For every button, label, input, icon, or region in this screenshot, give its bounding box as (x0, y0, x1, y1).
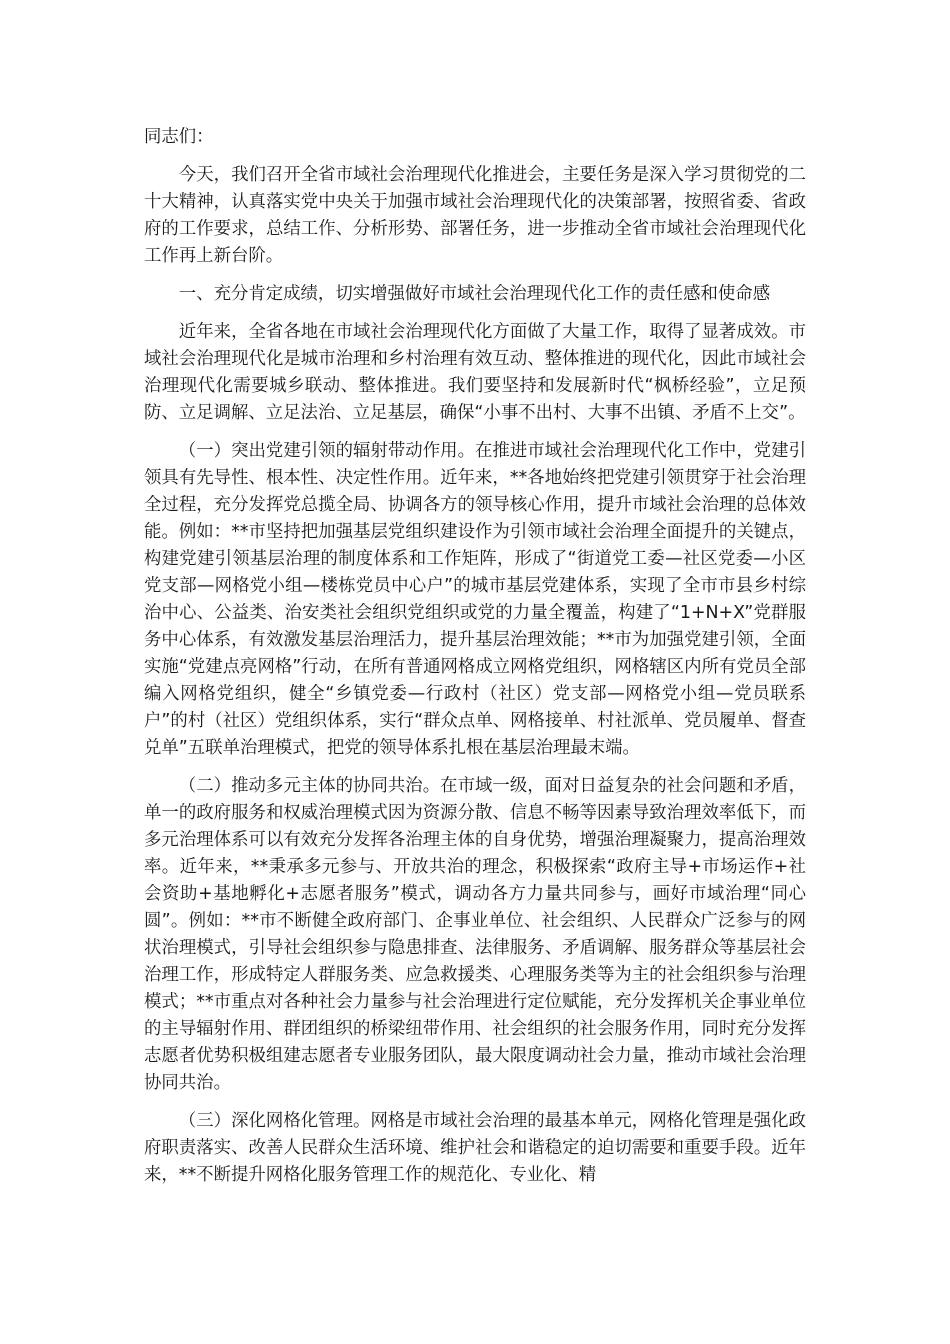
document-page (144, 124, 806, 1200)
section-heading-1: 一、充分肯定成绩，切实增强做好市域社会治理现代化工作的责任感和使命感 (178, 284, 771, 304)
paragraph-achievements: 近年来，全省各地在市域社会治理现代化方面做了大量工作，取得了显著成效。市域社会治理现代化是城市治理和乡村治理有效互动、整体推进的现代化，因此市域社会治理现代化需要城乡联动、整体推进。我们要坚持和发展新时代“枫桥经验”，立足预防、立足调解、立足法治、立足基层，确保“小事不出村、大事不出镇、矛盾不上交”。 (144, 322, 806, 423)
paragraph-multi-governance: （二）推动多元主体的协同共治。在市域一级，面对日益复杂的社会问题和矛盾，单一的政府服务和权威治理模式因为资源分散、信息不畅等因素导致治理效率低下，而多元治理体系可以有效充分发挥各治理主体的自身优势，增强治理凝聚力，提高治理效率。近年来，**秉承多元参与、开放共治的理念，积极探索“政府主导+市场运作+社会资助+基地孵化+志愿者服务”模式，调动各方力量共同参与，画好市域治理“同心圆”。例如：**市不断健全政府部门、企事业单位、社会组织、人民群众广泛参与的网状治理模式，引导社会组织参与隐患排查、法律服务、矛盾调解、服务群众等基层社会治理工作，形成特定人群服务类、应急救援类、心理服务类等为主的社会组织参与治理模式；**市重点对各种社会力量参与社会治理进行定位赋能，充分发挥机关企事业单位的主导辐射作用、群团组织的桥梁纽带作用、社会组织的社会服务作用，同时充分发挥志愿者优势积极组建志愿者专业服务团队，最大限度调动社会力量，推动市域社会治理协同共治。 (144, 776, 806, 1093)
paragraph-intro: 今天，我们召开全省市域社会治理现代化推进会，主要任务是深入学习贯彻党的二十大精神，认真落实党中央关于加强市域社会治理现代化的决策部署，按照省委、省政府的工作要求，总结工作、分析形势、部署任务，进一步推动全省市域社会治理现代化工作再上新台阶。 (144, 165, 806, 266)
paragraph-party-leadership: （一）突出党建引领的辐射带动作用。在推进市域社会治理现代化工作中，党建引领具有先导性、根本性、决定性作用。近年来，**各地始终把党建引领贯穿于社会治理全过程，充分发挥党总揽全局、协调各方的领导核心作用，提升市域社会治理的总体效能。例如：**市坚持把加强基层党组织建设作为引领市域社会治理全面提升的关键点，构建党建引领基层治理的制度体系和工作矩阵，形成了“街道党工委—社区党委—小区党支部—网格党小组—楼栋党员中心户”的城市基层党建体系，实现了全市市县乡村综治中心、公益类、治安类社会组织党组织或党的力量全覆盖，构建了“1+N+X”党群服务中心体系，有效激发基层治理活力，提升基层治理效能；**市为加强党建引领，全面实施“党建点亮网格”行动，在所有普通网格成立网格党组织，网格辖区内所有党员全部编入网格党组织，健全“乡镇党委—行政村（社区）党支部—网格党小组—党员联系户”的村（社区）党组织体系，实行“群众点单、网格接单、村社派单、党员履单、督查兑单”五联单治理模式，把党的领导体系扎根在基层治理最末端。 (144, 441, 806, 758)
paragraph-grid-management: （三）深化网格化管理。网格是市域社会治理的最基本单元，网格化管理是强化政府职责落实、改善人民群众生活环境、维护社会和谐稳定的迫切需要和重要手段。近年来，**不断提升网格化服务管理工作的规范化、专业化、精 (144, 1111, 806, 1185)
salutation: 同志们： (144, 127, 214, 147)
